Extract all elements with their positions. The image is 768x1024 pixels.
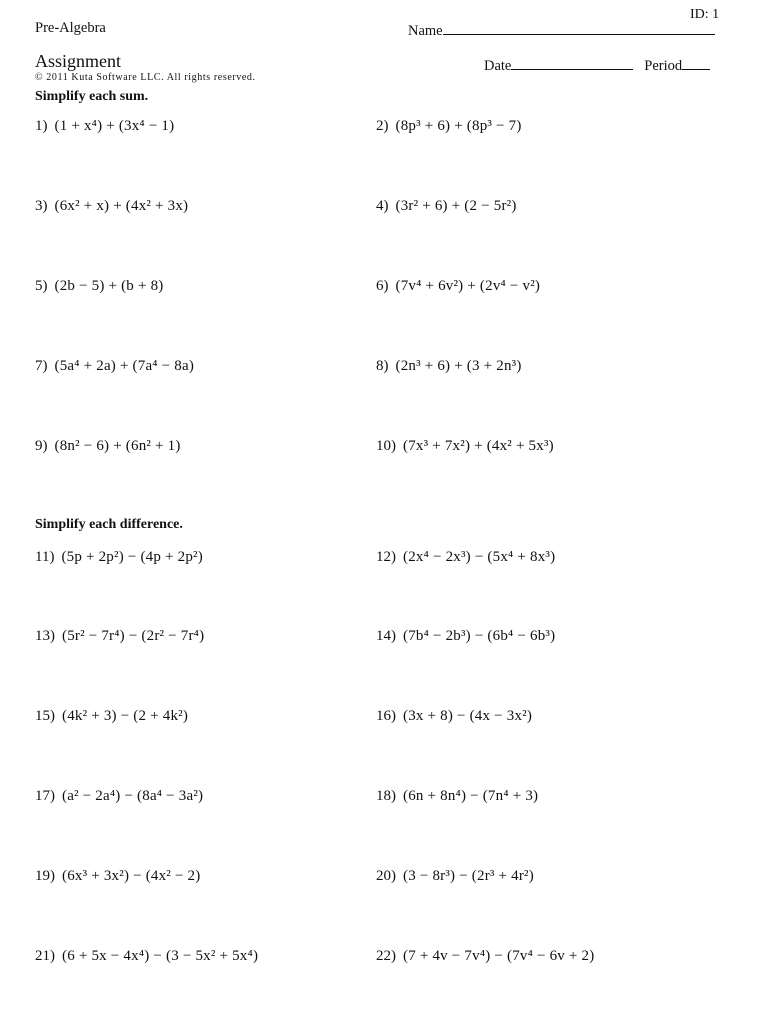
problem-22	[376, 948, 594, 965]
problem-number: 13)	[35, 628, 55, 644]
problem-expression: (7x³ + 7x²) + (4x² + 5x³)	[403, 438, 554, 454]
problem-expression: (7v⁴ + 6v²) + (2v⁴ − v²)	[395, 278, 541, 294]
problem-number: 17)	[35, 788, 55, 804]
problem-number: 5)	[35, 278, 48, 294]
problem-expression: (6n + 8n⁴) − (7n⁴ + 3)	[403, 788, 539, 804]
problem-expression: (3r² + 6) + (2 − 5r²)	[395, 198, 517, 214]
problem-expression: (5a⁴ + 2a) + (7a⁴ − 8a)	[54, 358, 195, 374]
problem-expression: (5p + 2p²) − (4p + 2p²)	[61, 549, 203, 565]
problem-12	[376, 549, 555, 566]
problem-expression: (a² − 2a⁴) − (8a⁴ − 3a²)	[62, 788, 204, 804]
problem-expression: (3x + 8) − (4x − 3x²)	[403, 708, 533, 724]
problem-expression: (2x⁴ − 2x³) − (5x⁴ + 8x³)	[403, 549, 556, 565]
problem-7	[35, 358, 194, 375]
problem-number: 8)	[376, 358, 389, 374]
problem-expression: (4k² + 3) − (2 + 4k²)	[62, 708, 189, 724]
problem-number: 2)	[376, 118, 389, 134]
problem-8	[376, 358, 522, 375]
name-blank-line[interactable]	[443, 20, 715, 35]
problem-number: 21)	[35, 948, 55, 964]
problem-3	[35, 198, 188, 215]
section-instruction-sum: Simplify each sum.	[35, 89, 149, 104]
page-title: Assignment	[35, 51, 122, 71]
problem-11	[35, 549, 203, 566]
problem-number: 6)	[376, 278, 389, 294]
problem-number: 14)	[376, 628, 396, 644]
problem-expression: (5r² − 7r⁴) − (2r² − 7r⁴)	[62, 628, 205, 644]
problem-6	[376, 278, 540, 295]
problem-21	[35, 948, 258, 965]
problem-16	[376, 708, 532, 725]
date-label: Date	[484, 58, 512, 74]
problem-number: 7)	[35, 358, 48, 374]
problem-19	[35, 868, 200, 885]
problem-13	[35, 628, 204, 645]
problem-10	[376, 438, 554, 455]
date-blank-line[interactable]	[511, 55, 633, 70]
problem-expression: (6x³ + 3x²) − (4x² − 2)	[62, 868, 201, 884]
copyright-notice: © 2011 Kuta Software LLC. All rights reserved.	[35, 72, 256, 83]
problem-4	[376, 198, 517, 215]
problem-number: 15)	[35, 708, 55, 724]
problem-number: 9)	[35, 438, 48, 454]
problem-9	[35, 438, 181, 455]
problem-18	[376, 788, 538, 805]
problem-2	[376, 118, 522, 135]
problem-expression: (8n² − 6) + (6n² + 1)	[54, 438, 181, 454]
problem-expression: (2b − 5) + (b + 8)	[54, 278, 164, 294]
problem-number: 11)	[35, 549, 55, 565]
problem-expression: (7b⁴ − 2b³) − (6b⁴ − 6b³)	[403, 628, 556, 644]
problem-15	[35, 708, 188, 725]
period-label: Period	[644, 58, 683, 74]
problem-number: 10)	[376, 438, 396, 454]
course-name: Pre-Algebra	[35, 20, 106, 36]
problem-expression: (6x² + x) + (4x² + 3x)	[54, 198, 189, 214]
problem-5	[35, 278, 163, 295]
problem-expression: (8p³ + 6) + (8p³ − 7)	[395, 118, 522, 134]
problem-expression: (7 + 4v − 7v⁴) − (7v⁴ − 6v + 2)	[403, 948, 595, 964]
problem-17	[35, 788, 203, 805]
problem-expression: (2n³ + 6) + (3 + 2n³)	[395, 358, 522, 374]
worksheet-id: ID: 1	[690, 7, 720, 22]
problem-expression: (1 + x⁴) + (3x⁴ − 1)	[54, 118, 175, 134]
problem-expression: (3 − 8r³) − (2r³ + 4r²)	[403, 868, 534, 884]
problem-1	[35, 118, 174, 135]
name-field[interactable]	[408, 20, 715, 40]
problem-number: 1)	[35, 118, 48, 134]
problem-number: 20)	[376, 868, 396, 884]
problem-14	[376, 628, 555, 645]
problem-number: 16)	[376, 708, 396, 724]
problem-number: 3)	[35, 198, 48, 214]
date-period-fields	[484, 55, 710, 75]
problem-number: 19)	[35, 868, 55, 884]
problem-number: 4)	[376, 198, 389, 214]
problem-number: 18)	[376, 788, 396, 804]
problem-20	[376, 868, 534, 885]
period-blank-line[interactable]	[682, 55, 710, 70]
problem-number: 22)	[376, 948, 396, 964]
problem-expression: (6 + 5x − 4x⁴) − (3 − 5x² + 5x⁴)	[62, 948, 259, 964]
name-label: Name	[408, 23, 443, 39]
section-instruction-difference: Simplify each difference.	[35, 517, 183, 532]
problem-number: 12)	[376, 549, 396, 565]
